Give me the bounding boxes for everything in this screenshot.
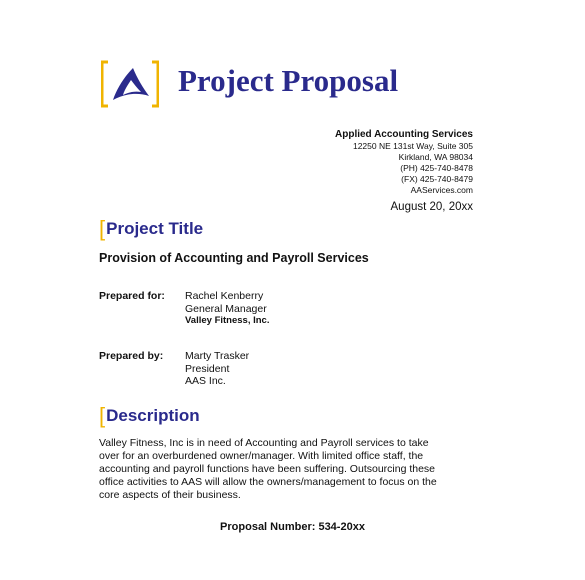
company-phone: (PH) 425-740-8478 <box>400 163 473 173</box>
proposal-number: Proposal Number: 534-20xx <box>220 521 365 533</box>
company-name: Applied Accounting Services <box>335 129 473 140</box>
company-address-line2: Kirkland, WA 98034 <box>398 152 473 162</box>
description-heading-text: Description <box>106 406 200 425</box>
description-paragraph <box>99 437 469 502</box>
company-address-block <box>335 129 473 196</box>
project-title-heading <box>99 214 203 240</box>
prepared-for-role: General Manager <box>185 302 267 315</box>
heading-bracket: [ <box>99 403 106 428</box>
project-title-value: Provision of Accounting and Payroll Services <box>99 251 369 265</box>
prepared-for-organization: Valley Fitness, Inc. <box>185 315 270 326</box>
description-line: Valley Fitness, Inc is in need of Accounting and Payroll services to take <box>99 437 429 449</box>
description-heading <box>99 401 200 427</box>
company-logo <box>101 60 159 108</box>
prepared-for-label: Prepared for: <box>99 290 165 302</box>
prepared-by-role: President <box>185 362 230 375</box>
company-website: AAServices.com <box>410 185 473 195</box>
prepared-for-name: Rachel Kenberry <box>185 290 264 302</box>
heading-bracket: [ <box>99 216 106 241</box>
description-line: office activities to AAS will allow the owners/management to focus on the <box>99 476 437 488</box>
description-line: accounting and payroll functions have been suffering. Outsourcing these <box>99 463 436 475</box>
description-line: over for an overburdened owner/manager. With limited office staff, the <box>99 450 424 462</box>
company-address-line1: 12250 NE 131st Way, Suite 305 <box>352 141 473 151</box>
project-title-heading-text: Project Title <box>106 219 204 238</box>
document-date: August 20, 20xx <box>390 201 473 213</box>
prepared-by-label: Prepared by: <box>99 350 164 362</box>
prepared-by-name: Marty Trasker <box>185 350 250 362</box>
description-line: core aspects of their business. <box>99 489 241 501</box>
triangle-in-brackets-icon <box>101 60 159 108</box>
document-title: Project Proposal <box>178 63 399 98</box>
prepared-by-organization: AAS Inc. <box>185 375 226 387</box>
company-fax: (FX) 425-740-8479 <box>401 174 473 184</box>
